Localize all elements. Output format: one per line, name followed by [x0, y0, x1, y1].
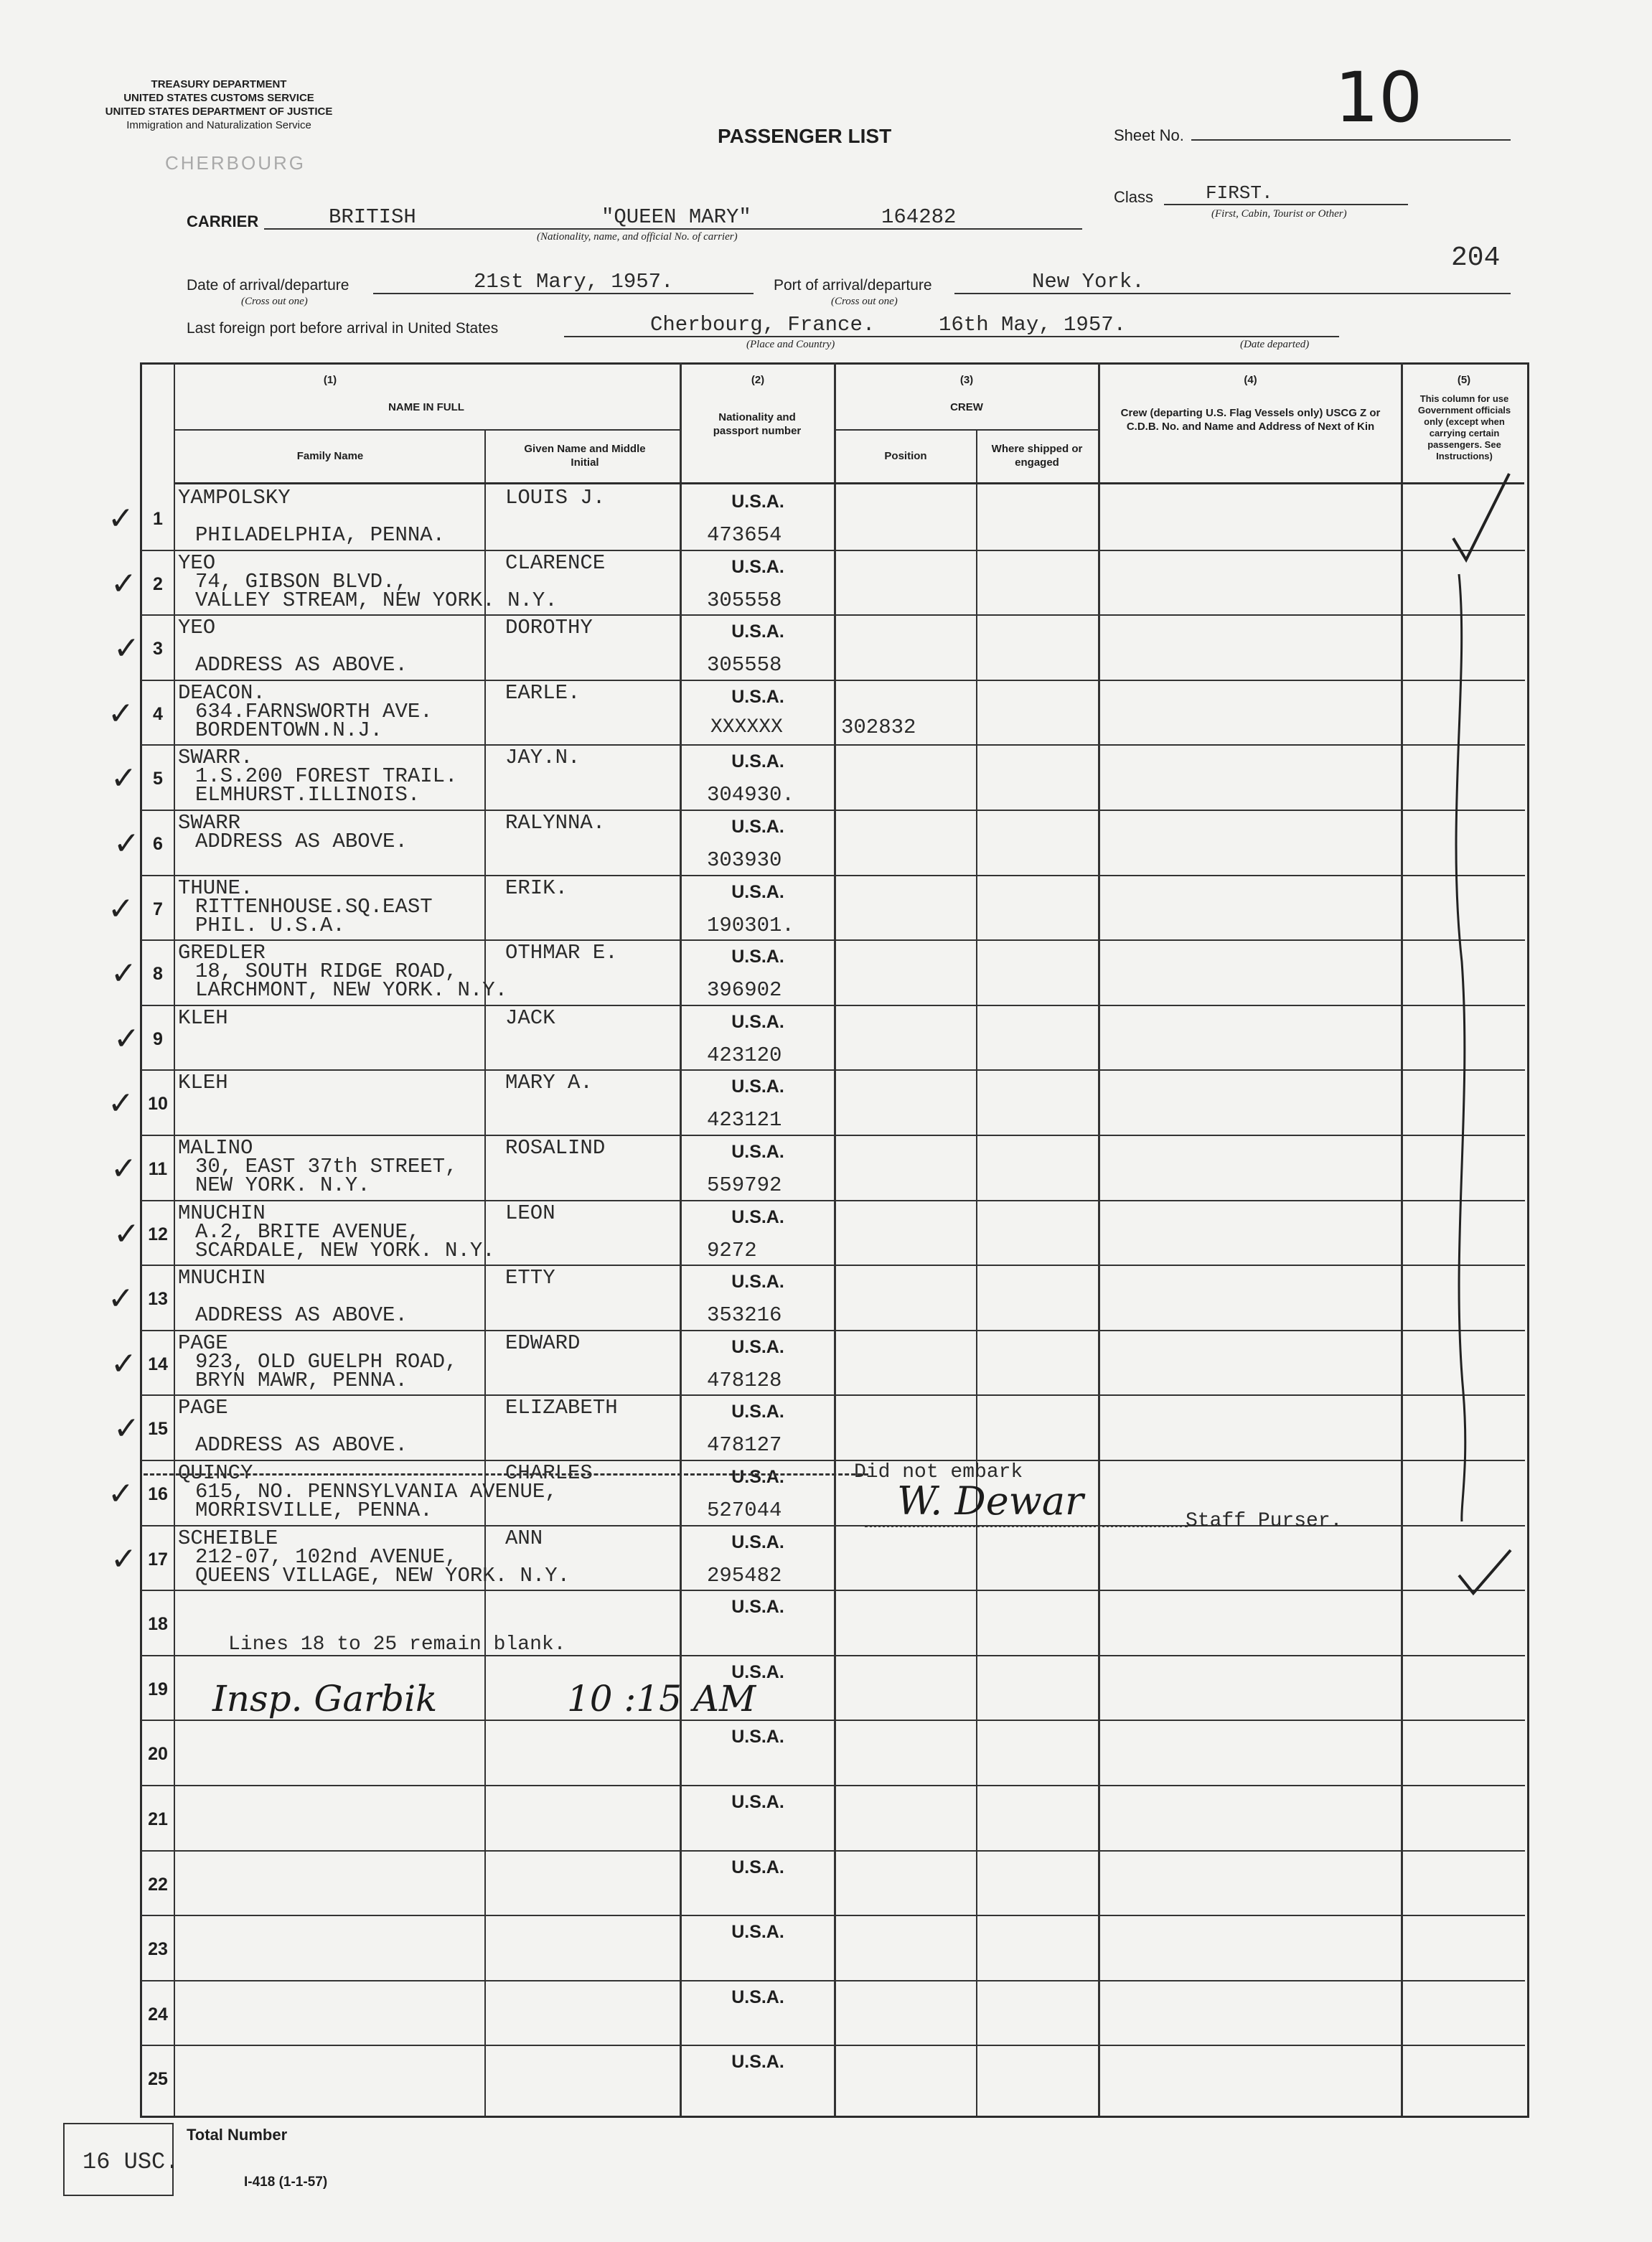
row-checkmark: ✓: [108, 891, 134, 927]
nationality: U.S.A.: [731, 1597, 784, 1617]
hdr-crew-note: Crew (departing U.S. Flag Vessels only) USCG Z or C.D.B. No. and Name and Address of Next of Kin: [1120, 407, 1381, 433]
staff-purser: Staff Purser.: [1186, 1510, 1343, 1532]
given-name: EDWARD: [505, 1331, 581, 1355]
address-line-1: 74, GIBSON BLVD.,: [195, 570, 408, 594]
inspector-note: Insp. Garbik: [212, 1678, 438, 1720]
address-line-1: 615, NO. PENNSYLVANIA AVENUE,: [195, 1480, 558, 1504]
given-name: EARLE.: [505, 681, 581, 705]
address-line-1: ADDRESS AS ABOVE.: [195, 830, 408, 853]
passport-number: 473654: [707, 523, 782, 547]
nationality: U.S.A.: [731, 1337, 784, 1357]
row-divider: [141, 1069, 1525, 1071]
row-divider: [141, 1394, 1525, 1396]
address-line-2: ADDRESS AS ABOVE.: [195, 1303, 408, 1327]
row-number: 18: [148, 1614, 168, 1634]
row-divider: [141, 1850, 1525, 1852]
agency-line-1: TREASURY DEPARTMENT: [151, 78, 287, 90]
hdr-col1-number: (1): [323, 374, 337, 386]
family-name: SCHEIBLE: [178, 1526, 278, 1550]
hdr-bottom-line: [175, 482, 1524, 484]
row-checkmark: ✓: [108, 1280, 134, 1317]
class-rule: [1164, 204, 1408, 205]
official-checkmark-top: [1453, 474, 1509, 560]
lines-blank-note: Lines 18 to 25 remain blank.: [228, 1633, 566, 1656]
port-cross-out-note: (Cross out one): [831, 296, 898, 307]
arrival-date: 21st Mary, 1957.: [474, 270, 674, 294]
col-line-next-of-kin: [1098, 362, 1100, 2116]
hdr-position: Position: [884, 450, 927, 462]
row-checkmark: ✓: [113, 1021, 140, 1057]
address-line-1: 212-07, 102nd AVENUE,: [195, 1545, 458, 1569]
row-number: 2: [153, 574, 163, 594]
row-divider: [141, 1785, 1525, 1786]
passport-number: 478128: [707, 1369, 782, 1392]
address-line-2: ELMHURST.ILLINOIS.: [195, 783, 421, 807]
row-checkmark: ✓: [111, 566, 137, 602]
row-number: 14: [148, 1354, 168, 1374]
hdr-gov-note: This column for use Government officials only (except when carrying certain passengers. See Instructions): [1417, 393, 1511, 461]
hdr-col4-number: (4): [1244, 374, 1257, 386]
passport-number: 190301.: [707, 914, 794, 937]
address-line-2: BORDENTOWN.N.J.: [195, 718, 383, 742]
given-name: JACK: [505, 1006, 555, 1030]
official-checkmark-bottom: [1459, 1550, 1511, 1593]
col-line-crew: [834, 362, 836, 2116]
hdr-family-name: Family Name: [296, 450, 364, 462]
nationality: U.S.A.: [731, 817, 784, 837]
row-number: 3: [153, 639, 163, 659]
row-divider: [141, 680, 1525, 681]
given-name: LOUIS J.: [505, 486, 606, 510]
address-line-2: BRYN MAWR, PENNA.: [195, 1369, 408, 1392]
given-name: MARY A.: [505, 1071, 593, 1094]
row-number: 4: [153, 704, 163, 724]
family-name: YEO: [178, 616, 216, 639]
row-number: 20: [148, 1744, 168, 1764]
nationality: U.S.A.: [731, 1727, 784, 1747]
did-not-embark: Did not embark: [854, 1461, 1023, 1483]
cherbourg-stamp: CHERBOURG: [165, 152, 306, 174]
nationality: U.S.A.: [731, 687, 784, 707]
family-name: SWARR.: [178, 746, 253, 769]
row-checkmark: ✓: [111, 1346, 137, 1382]
row16-cancel-line: [144, 1473, 868, 1476]
row-number: 23: [148, 1939, 168, 1959]
class-value: FIRST.: [1206, 182, 1273, 204]
passport-number: 527044: [707, 1498, 782, 1522]
nationality: U.S.A.: [731, 1012, 784, 1032]
class-label: Class: [1114, 188, 1154, 206]
row-number: 13: [148, 1289, 168, 1309]
passport-number: 353216: [707, 1303, 782, 1327]
carrier-note: (Nationality, name, and official No. of carrier): [537, 231, 738, 243]
family-name: KLEH: [178, 1071, 228, 1094]
hdr-subline-name: [175, 429, 680, 431]
agency-line-4: Immigration and Naturalization Service: [126, 119, 311, 131]
given-name: CLARENCE: [505, 551, 606, 575]
row-number: 15: [148, 1419, 168, 1439]
family-name: MALINO: [178, 1136, 253, 1160]
family-name: PAGE: [178, 1331, 228, 1355]
carrier-number: 164282: [881, 205, 957, 229]
address-line-2: PHIL. U.S.A.: [195, 914, 345, 937]
hdr-where-shipped: Where shipped or engaged: [991, 443, 1083, 469]
hdr-nationality: Nationality and passport number: [713, 411, 802, 437]
row-checkmark: ✓: [108, 695, 134, 732]
row-divider: [141, 1135, 1525, 1136]
nationality: U.S.A.: [731, 1662, 784, 1682]
row-number: 8: [153, 964, 163, 984]
hdr-given-name: Given Name and Middle Initial: [524, 443, 646, 469]
nationality: U.S.A.: [731, 751, 784, 771]
nationality: U.S.A.: [731, 492, 784, 512]
address-line-1: 18, SOUTH RIDGE ROAD,: [195, 960, 458, 983]
hdr-subline-crew: [835, 429, 1099, 431]
place-note: (Place and Country): [746, 339, 835, 350]
row-checkmark: ✓: [111, 760, 137, 797]
row-divider: [141, 1265, 1525, 1266]
row-number: 9: [153, 1029, 163, 1049]
passport-number: 303930: [707, 848, 782, 872]
total-label: Total Number: [187, 2126, 288, 2144]
nationality: U.S.A.: [731, 1402, 784, 1422]
nationality: U.S.A.: [731, 1467, 784, 1487]
purser-dotted-line: [865, 1525, 1188, 1527]
row-divider: [141, 939, 1525, 941]
struck-passport: XXXXXX: [710, 716, 783, 738]
passport-number: 559792: [707, 1173, 782, 1197]
port-label: Port of arrival/departure: [774, 277, 932, 294]
passport-number: 305558: [707, 588, 782, 612]
row-divider: [141, 550, 1525, 551]
nationality: U.S.A.: [731, 1077, 784, 1097]
passport-number: 305558: [707, 653, 782, 677]
nationality: U.S.A.: [731, 1922, 784, 1942]
row-number: 22: [148, 1875, 168, 1895]
row-number: 11: [148, 1159, 168, 1179]
row-checkmark: ✓: [113, 1410, 140, 1447]
row-number: 17: [148, 1549, 168, 1570]
row-checkmark: ✓: [108, 500, 134, 537]
sheet-rule: [1191, 139, 1511, 141]
address-line-1: RITTENHOUSE.SQ.EAST: [195, 895, 433, 919]
row-number: 16: [148, 1484, 168, 1504]
row-divider: [141, 744, 1525, 746]
family-name: SWARR: [178, 811, 241, 835]
total-value: 16 USC.: [83, 2149, 179, 2175]
date-note: (Date departed): [1240, 339, 1310, 350]
given-name: LEON: [505, 1201, 555, 1225]
family-name: PAGE: [178, 1396, 228, 1420]
nationality: U.S.A.: [731, 557, 784, 577]
row-number: 6: [153, 834, 163, 854]
passport-number: 396902: [707, 978, 782, 1002]
official-column-marks: [1403, 459, 1525, 1608]
form-title: PASSENGER LIST: [718, 125, 892, 147]
address-line-2: ADDRESS AS ABOVE.: [195, 1433, 408, 1457]
row-number: 7: [153, 899, 163, 919]
family-name: YAMPOLSKY: [178, 486, 291, 510]
col-line-where: [976, 431, 977, 2116]
family-name: MNUCHIN: [178, 1201, 266, 1225]
given-name: JAY.N.: [505, 746, 581, 769]
given-name: ANN: [505, 1526, 543, 1550]
address-line-2: QUEENS VILLAGE, NEW YORK. N.Y.: [195, 1564, 571, 1587]
hdr-col3-number: (3): [959, 374, 974, 386]
family-name: QUINCY: [178, 1461, 253, 1485]
address-line-2: SCARDALE, NEW YORK. N.Y.: [195, 1239, 495, 1262]
family-name: MNUCHIN: [178, 1266, 266, 1290]
address-line-1: 923, OLD GUELPH ROAD,: [195, 1350, 458, 1374]
given-name: ERIK.: [505, 876, 568, 900]
address-line-2: MORRISVILLE, PENNA.: [195, 1498, 433, 1522]
row-divider: [141, 1720, 1525, 1721]
sheet-number: 10: [1335, 57, 1423, 138]
passport-number: 9272: [707, 1239, 757, 1262]
agency-line-3: UNITED STATES DEPARTMENT OF JUSTICE: [105, 105, 333, 118]
nationality: U.S.A.: [731, 1272, 784, 1292]
family-name: THUNE.: [178, 876, 253, 900]
family-name: DEACON.: [178, 681, 266, 705]
family-name: GREDLER: [178, 941, 266, 965]
row-number: 19: [148, 1679, 168, 1699]
passport-number: 304930.: [707, 783, 794, 807]
form-number: I-418 (1-1-57): [244, 2175, 328, 2190]
row-number: 25: [148, 2069, 168, 2089]
hdr-col5-number: (5): [1457, 374, 1471, 386]
row-checkmark: ✓: [113, 825, 140, 862]
nationality: U.S.A.: [731, 1142, 784, 1162]
given-name: CHARLES: [505, 1461, 593, 1485]
address-line-1: 1.S.200 FOREST TRAIL.: [195, 764, 458, 788]
row-divider: [141, 1460, 1525, 1461]
family-name: KLEH: [178, 1006, 228, 1030]
row-divider: [141, 875, 1525, 876]
row-divider: [141, 1980, 1525, 1981]
row-checkmark: ✓: [113, 630, 140, 667]
row-divider: [141, 1590, 1525, 1591]
col-line-given: [484, 431, 486, 2116]
agency-heading: [68, 78, 370, 132]
inspector-time: 10 :15 AM: [567, 1678, 756, 1720]
passport-number: 423121: [707, 1108, 782, 1132]
row-checkmark: ✓: [108, 1476, 134, 1512]
given-name: ETTY: [505, 1266, 555, 1290]
sheet-label: Sheet No.: [1114, 126, 1184, 144]
class-note: (First, Cabin, Tourist or Other): [1211, 208, 1347, 220]
port-value: New York.: [1032, 270, 1145, 294]
hdr-name-in-full: NAME IN FULL: [388, 401, 464, 413]
row-checkmark: ✓: [108, 1085, 134, 1122]
row-divider: [141, 1200, 1525, 1201]
address-line-2: LARCHMONT, NEW YORK. N.Y.: [195, 978, 508, 1002]
carrier-name: "QUEEN MARY": [601, 205, 751, 229]
nationality: U.S.A.: [731, 947, 784, 967]
given-name: DOROTHY: [505, 616, 593, 639]
last-port-date: 16th May, 1957.: [939, 313, 1127, 337]
nationality: U.S.A.: [731, 2052, 784, 2072]
carrier-label: CARRIER: [187, 212, 259, 230]
row-checkmark: ✓: [111, 1150, 137, 1187]
row-number: 24: [148, 2004, 168, 2025]
col-line-number: [174, 362, 175, 2116]
address-line-1: 634.FARNSWORTH AVE.: [195, 700, 433, 723]
passport-number: 295482: [707, 1564, 782, 1587]
given-name: ROSALIND: [505, 1136, 606, 1160]
nationality: U.S.A.: [731, 1532, 784, 1552]
row-number: 21: [148, 1809, 168, 1829]
agency-line-2: UNITED STATES CUSTOMS SERVICE: [123, 92, 314, 104]
row-number: 12: [148, 1224, 168, 1244]
nationality: U.S.A.: [731, 1792, 784, 1812]
row-checkmark: ✓: [113, 1216, 140, 1252]
last-port-label: Last foreign port before arrival in United States: [187, 320, 499, 337]
nationality: U.S.A.: [731, 1207, 784, 1227]
row-divider: [141, 1330, 1525, 1331]
given-name: RALYNNA.: [505, 811, 606, 835]
row-number: 1: [153, 509, 163, 529]
given-name: OTHMAR E.: [505, 941, 618, 965]
row-divider: [141, 2045, 1525, 2046]
carrier-nationality: BRITISH: [329, 205, 416, 229]
arrival-cross-out-note: (Cross out one): [241, 296, 308, 307]
address-line-1: 30, EAST 37th STREET,: [195, 1155, 458, 1178]
row-number: 10: [148, 1094, 168, 1114]
row-divider: [141, 1005, 1525, 1006]
family-name: YEO: [178, 551, 216, 575]
page-number: 204: [1451, 243, 1501, 273]
row-number: 5: [153, 769, 163, 789]
row-divider: [141, 614, 1525, 616]
arrival-date-label: Date of arrival/departure: [187, 277, 349, 294]
purser-signature: W. Dewar: [897, 1478, 1084, 1524]
address-line-1: A.2, BRITE AVENUE,: [195, 1220, 421, 1244]
row-checkmark: ✓: [111, 955, 137, 992]
passport-number: 302832: [841, 716, 916, 739]
nationality: U.S.A.: [731, 622, 784, 642]
row-checkmark: ✓: [111, 1541, 137, 1577]
address-line-2: PHILADELPHIA, PENNA.: [195, 523, 446, 547]
given-name: ELIZABETH: [505, 1396, 618, 1420]
address-line-2: VALLEY STREAM, NEW YORK. N.Y.: [195, 588, 558, 612]
address-line-2: ADDRESS AS ABOVE.: [195, 653, 408, 677]
row-divider: [141, 810, 1525, 811]
official-long-bracket: [1456, 574, 1465, 1521]
passport-number: 478127: [707, 1433, 782, 1457]
passport-number: 423120: [707, 1043, 782, 1067]
nationality: U.S.A.: [731, 1857, 784, 1877]
last-port: Cherbourg, France.: [650, 313, 876, 337]
hdr-col2-number: (2): [751, 374, 765, 386]
hdr-crew: CREW: [950, 401, 983, 413]
row-divider: [141, 1915, 1525, 1916]
address-line-2: NEW YORK. N.Y.: [195, 1173, 370, 1197]
nationality: U.S.A.: [731, 1987, 784, 2007]
nationality: U.S.A.: [731, 882, 784, 902]
